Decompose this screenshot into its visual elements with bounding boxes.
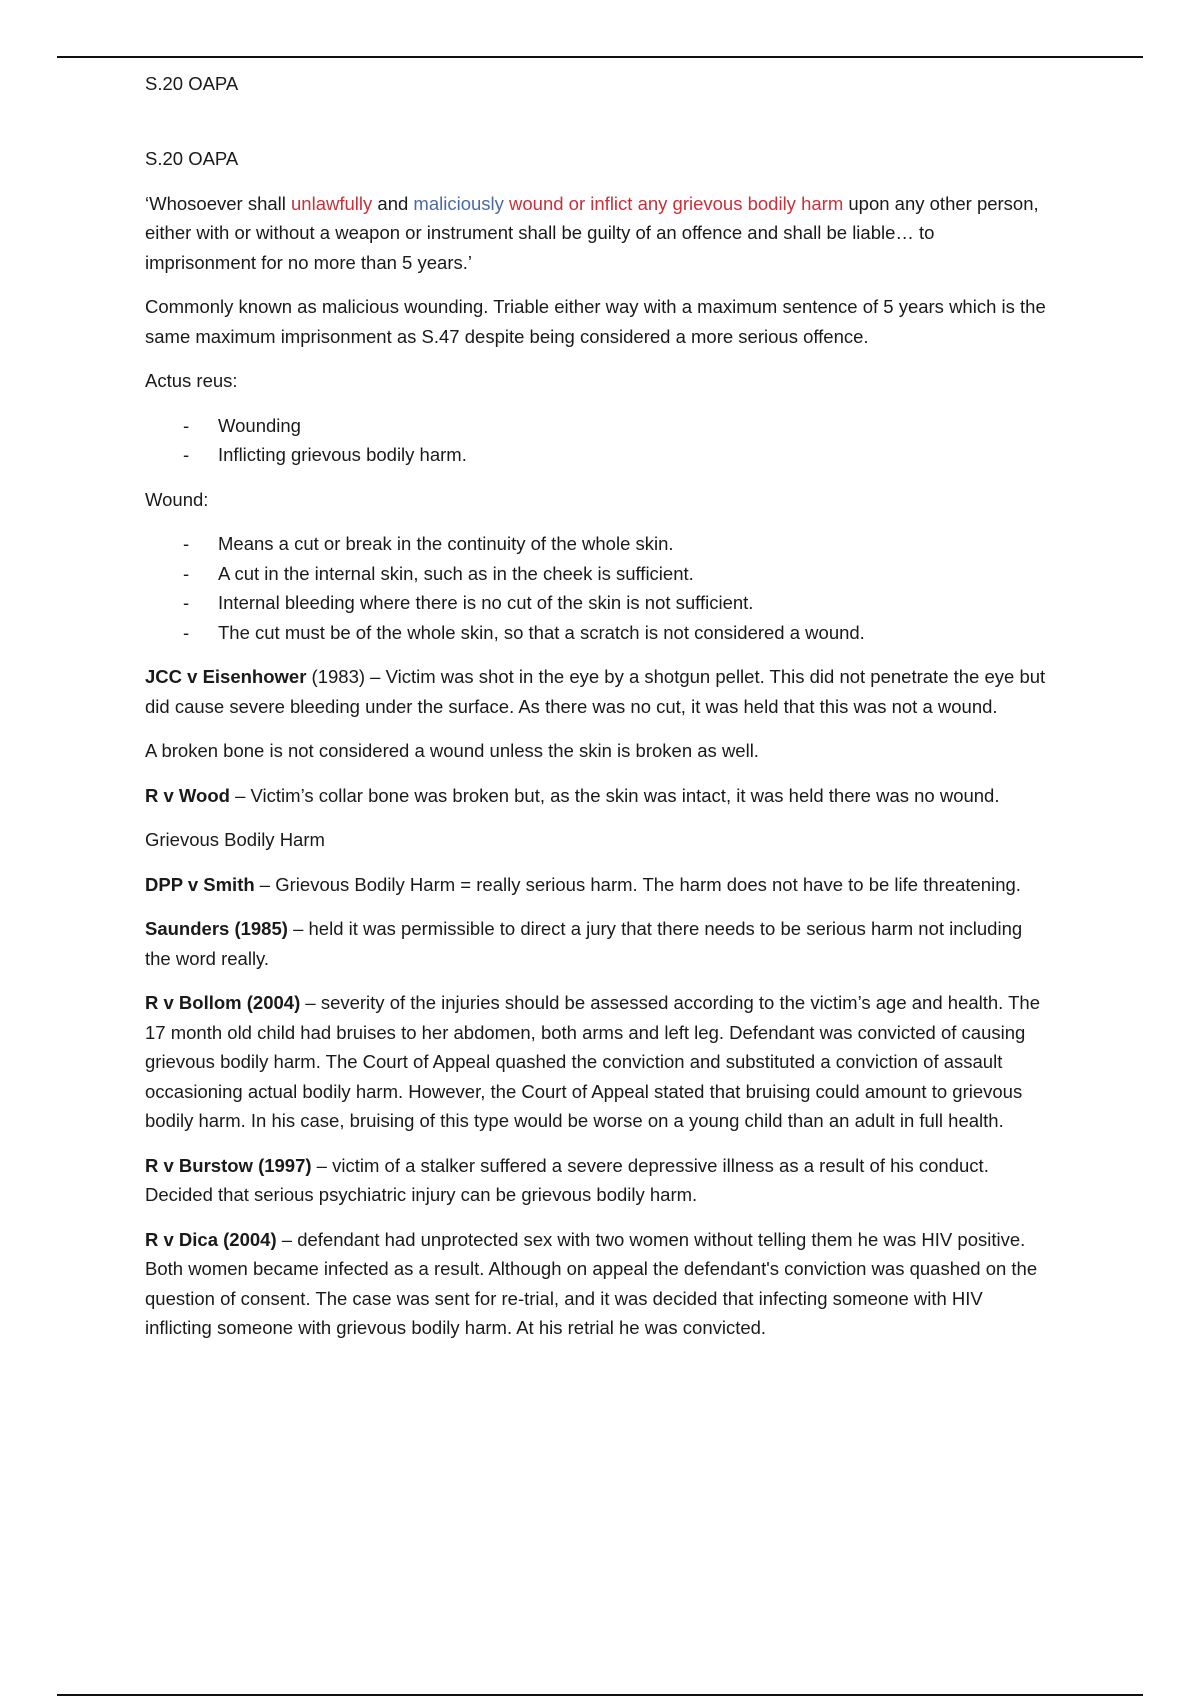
list-item: - Means a cut or break in the continuity of the whole skin. [145, 529, 1050, 559]
list-item: - Inflicting grievous bodily harm. [145, 440, 1050, 470]
case-text: – victim of a stalker suffered a severe depressive illness as a result of his conduct. Decided that serious psychiatric injury can be grievous bodily harm. [145, 1154, 989, 1205]
case-text: – Grievous Bodily Harm = really serious harm. The harm does not have to be life threatening. [254, 873, 1021, 895]
quote-unlawfully: unlawfully [291, 192, 373, 214]
list-item: - Internal bleeding where there is no cut of the skin is not sufficient. [145, 588, 1050, 618]
case-text: (1983) – Victim was shot in the eye by a shotgun pellet. This did not penetrate the eye but did cause severe bleeding under the surface. As there was no cut, it was held that this was not a wound. [145, 666, 1046, 717]
case-paragraph [145, 870, 1050, 900]
case-text: – severity of the injuries should be assessed according to the victim’s age and health. The 17 month old child had bruises to her abdomen, both arms and left leg. Defendant was convicted of causing grievous bodily harm. The Court of Appeal quashed the conviction and substituted a conviction of assault occasioning actual bodily harm. However, the Court of Appeal stated that bruising could amount to grievous bodily harm. In his case, bruising of this type would be worse on a young child than an adult in full health. [145, 992, 1040, 1131]
list-item: - The cut must be of the whole skin, so that a scratch is not considered a wound. [145, 618, 1050, 648]
quote-text: and [372, 192, 414, 214]
gbh-label: Grievous Bodily Harm [145, 829, 325, 850]
header-rule [57, 56, 1143, 58]
quote-maliciously: maliciously [413, 192, 504, 214]
quote-wound-phrase: wound or inflict any grievous bodily harm [509, 192, 844, 214]
case-paragraph [145, 1225, 1050, 1343]
section-heading: S.20 OAPA [145, 148, 239, 169]
case-text: – Victim’s collar bone was broken but, as the skin was intact, it was held there was no wound. [229, 784, 1000, 806]
case-text: – held it was permissible to direct a jury that there needs to be serious harm not including the word really. [145, 918, 1023, 969]
document-body [145, 144, 1050, 1358]
case-name: R v Bollom (2004) [145, 992, 301, 1013]
actus-reus-label: Actus reus: [145, 370, 238, 391]
case-name: JCC v Eisenhower [145, 666, 307, 687]
intro-paragraph: Commonly known as malicious wounding. Triable either way with a maximum sentence of 5 years which is the same maximum imprisonment as S.47 despite being considered a more serious offence. [145, 296, 1046, 347]
quote-text: ‘Whosoever shall [145, 192, 292, 214]
case-paragraph [145, 662, 1050, 721]
case-text: – defendant had unprotected sex with two women without telling them he was HIV positive. Both women became infected as a result. Although on appeal the defendant's conviction was quashed on the question of consent. The case was sent for re-trial, and it was decided that infecting someone with HIV inflicting someone with grievous bodily harm. At his retrial he was convicted. [145, 1228, 1038, 1338]
quote-text: upon any other person, either with or without a weapon or instrument shall be guilty of an offence and shall be liable… to imprisonment for no more than 5 years.’ [145, 192, 1039, 273]
statute-quote [145, 189, 1050, 278]
case-paragraph [145, 914, 1050, 973]
case-name: Saunders (1985) [145, 918, 288, 939]
footer-rule [57, 1694, 1143, 1696]
case-paragraph [145, 781, 1050, 811]
case-paragraph [145, 988, 1050, 1136]
actus-reus-list [145, 411, 1050, 470]
case-name: DPP v Smith [145, 873, 255, 895]
case-name: R v Wood [145, 784, 230, 806]
page-header-title: S.20 OAPA [145, 73, 239, 94]
case-name: R v Dica (2004) [145, 1228, 277, 1250]
case-name: R v Burstow (1997) [145, 1154, 312, 1176]
list-item: - Wounding [145, 411, 1050, 441]
wound-label: Wound: [145, 488, 209, 510]
broken-bone-paragraph: A broken bone is not considered a wound unless the skin is broken as well. [145, 740, 759, 761]
list-item: - A cut in the internal skin, such as in the cheek is sufficient. [145, 559, 1050, 589]
wound-list [145, 529, 1050, 647]
case-paragraph [145, 1151, 1050, 1210]
